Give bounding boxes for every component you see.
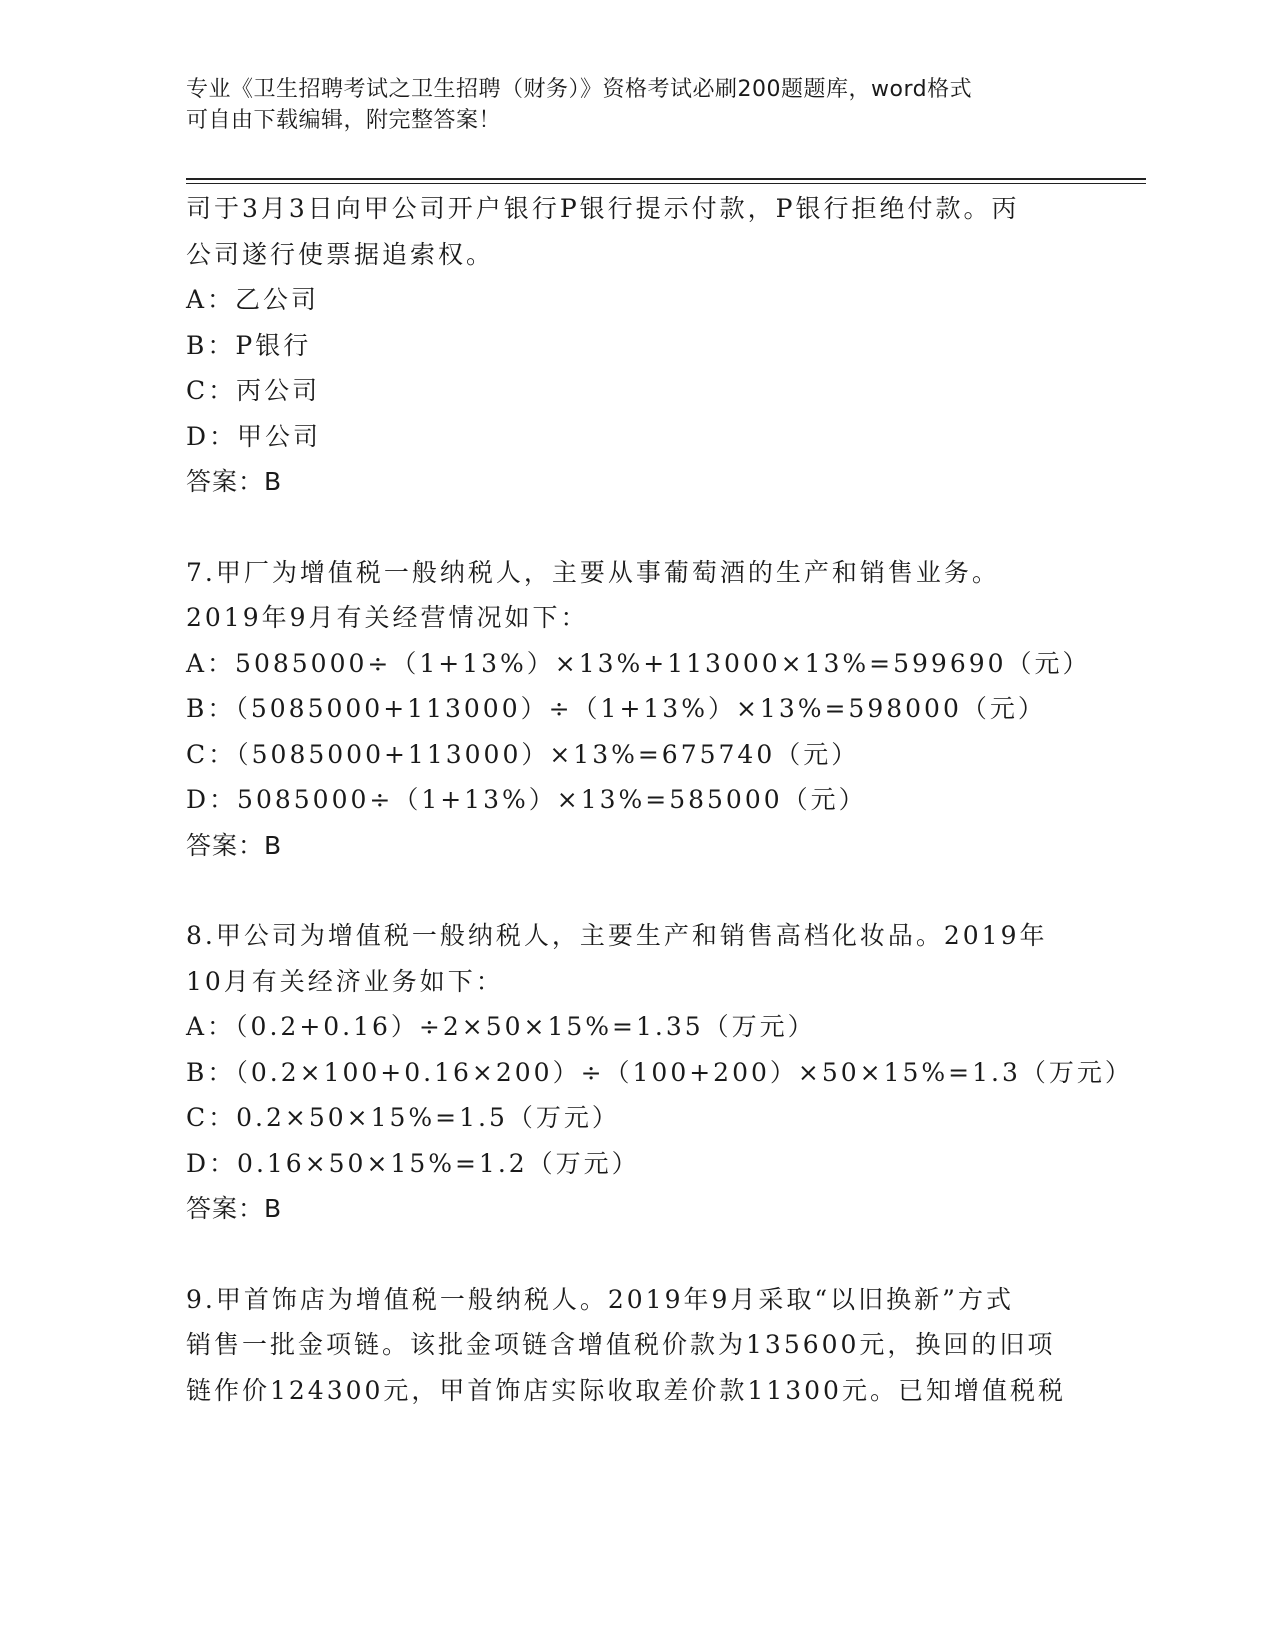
option-a: A：（0.2+0.16）÷2×50×15%=1.35（万元） <box>186 1012 816 1041</box>
header-rule-thin <box>186 183 1146 184</box>
option-c: C：0.2×50×15%=1.5（万元） <box>186 1103 620 1132</box>
option-a: A：乙公司 <box>186 285 320 314</box>
header-line-1: 专业《卫生招聘考试之卫生招聘（财务）》资格考试必刷200题题库，word格式 <box>186 77 973 102</box>
question-text-line: 2019年9月有关经营情况如下： <box>186 603 589 632</box>
answer-line: 答案：B <box>186 830 283 860</box>
option-b: B：P银行 <box>186 330 312 360</box>
answer-line: 答案：B <box>186 467 283 496</box>
document-header <box>186 74 1086 136</box>
option-d: D：甲公司 <box>186 421 322 451</box>
spacer <box>186 868 1086 913</box>
question-text-line: 7.甲厂为增值税一般纳税人，主要从事葡萄酒的生产和销售业务。 <box>186 557 1000 587</box>
document-body <box>186 186 1133 1413</box>
option-d: D：0.16×50×15%=1.2（万元） <box>186 1148 640 1178</box>
question-7 <box>186 550 1091 869</box>
question-9 <box>186 1277 1086 1414</box>
question-text-line: 链作价124300元，甲首饰店实际收取差价款11300元。已知增值税税 <box>186 1375 1066 1405</box>
question-text-line: 公司遂行使票据追索权。 <box>186 239 495 269</box>
question-text-line: 8.甲公司为增值税一般纳税人，主要生产和销售高档化妆品。2019年 <box>186 921 1048 950</box>
question-text-line: 销售一批金项链。该批金项链含增值税价款为135600元，换回的旧项 <box>186 1330 1056 1359</box>
option-b: B：（5085000+113000）÷（1+13%）×13%=598000（元） <box>186 694 1046 723</box>
question-text-line: 9.甲首饰店为增值税一般纳税人。2019年9月采取“以旧换新”方式 <box>186 1284 1014 1314</box>
option-a: A：5085000÷（1+13%）×13%+113000×13%=599690（元） <box>186 648 1091 678</box>
question-8 <box>186 913 1133 1232</box>
spacer <box>186 505 1086 550</box>
answer-line: 答案：B <box>186 1194 283 1223</box>
header-line-2: 可自由下载编辑，附完整答案！ <box>186 108 502 133</box>
spacer <box>186 1232 1086 1277</box>
question-text-line: 司于3月3日向甲公司开户银行P银行提示付款，P银行拒绝付款。丙 <box>186 194 1020 223</box>
header-rule-thick <box>186 178 1146 180</box>
option-b: B：（0.2×100+0.16×200）÷（100+200）×50×15%=1.3（万元） <box>186 1057 1133 1087</box>
option-c: C：（5085000+113000）×13%=675740（元） <box>186 739 860 769</box>
option-d: D：5085000÷（1+13%）×13%=585000（元） <box>186 785 867 814</box>
question-6 <box>186 186 1086 505</box>
option-c: C：丙公司 <box>186 376 321 405</box>
question-text-line: 10月有关经济业务如下： <box>186 966 504 996</box>
